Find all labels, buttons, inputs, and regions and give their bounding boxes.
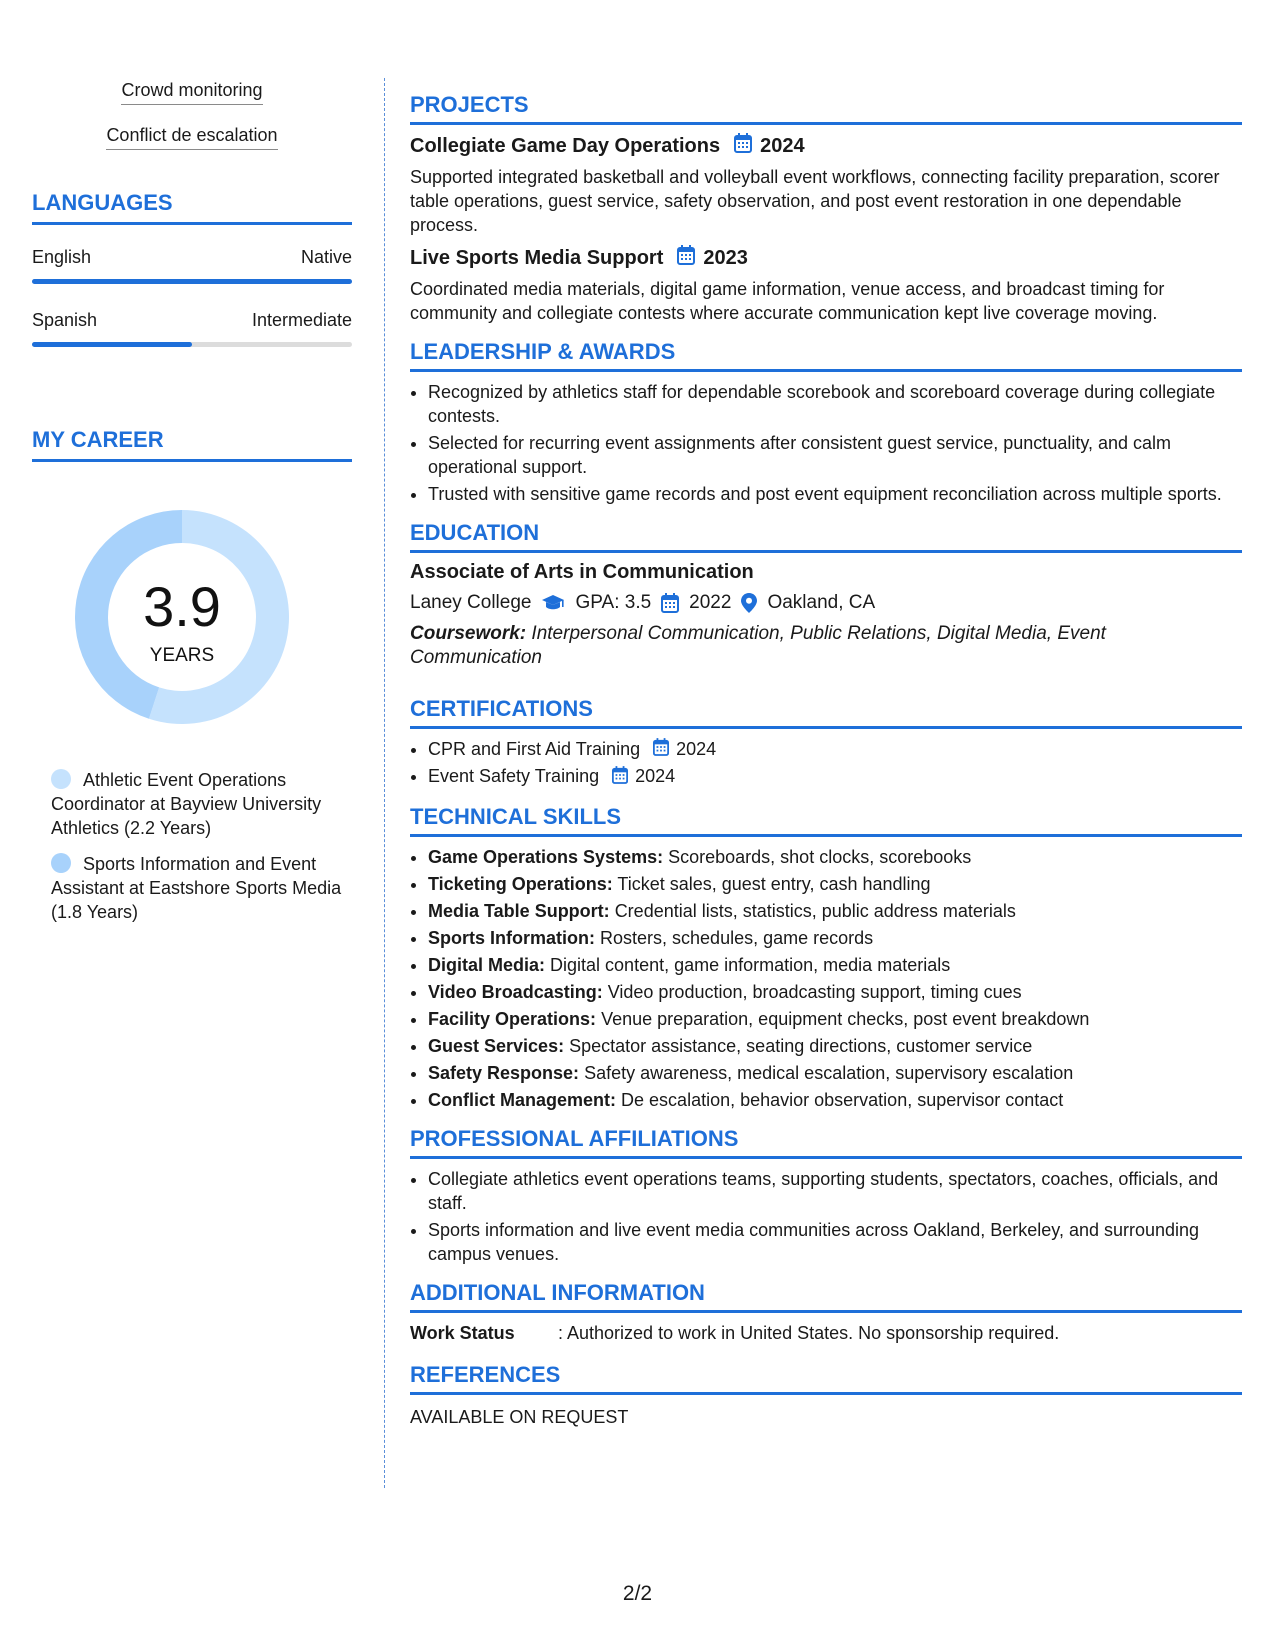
career-total: 3.9: [143, 575, 221, 638]
proficiency-bar: [32, 279, 352, 284]
coursework-list: Interpersonal Communication, Public Relations, Digital Media, Event Communication: [410, 623, 1106, 668]
education-heading: EDUCATION: [410, 520, 1242, 553]
skill-value: Scoreboards, shot clocks, scorebooks: [668, 846, 972, 867]
certification-year: 2024: [635, 766, 676, 787]
project-item: [410, 245, 1242, 325]
leadership-heading: LEADERSHIP & AWARDS: [410, 339, 1242, 372]
list-item: • Trusted with sensitive game records and post event equipment reconciliation across multiple sports.: [428, 482, 1242, 506]
list-item: [428, 737, 1242, 762]
legend-dot: [51, 853, 71, 873]
location-pin-icon: [741, 593, 757, 613]
proficiency-fill: [32, 342, 192, 347]
skill-value: Credential lists, statistics, public address materials: [614, 900, 1016, 921]
skill-value: Spectator assistance, seating directions, customer service: [569, 1035, 1033, 1056]
calendar-icon: [661, 593, 679, 613]
coursework: [410, 622, 1242, 670]
calendar-icon: [734, 133, 752, 159]
references-heading: REFERENCES: [410, 1362, 1242, 1395]
work-status-label: Work Status: [410, 1322, 515, 1343]
proficiency-fill: [32, 279, 352, 284]
skill-label: Video Broadcasting:: [428, 981, 603, 1002]
technical-skills-list: [410, 845, 1242, 1112]
degree: Associate of Arts in Communication: [410, 561, 754, 583]
career-legend: [32, 768, 352, 924]
coursework-label: Coursework:: [410, 623, 527, 644]
language-level: Intermediate: [251, 310, 352, 330]
skill-tag: Conflict de escalation: [32, 125, 352, 150]
language-name: Spanish: [32, 310, 98, 330]
list-item: [428, 980, 1242, 1004]
main-content: [410, 92, 1242, 1429]
gpa: GPA: 3.5: [575, 592, 652, 613]
skill-value: Digital content, game information, media materials: [550, 954, 951, 975]
list-item: • Recognized by athletics staff for dependable scorebook and scoreboard coverage during collegiate contests.: [428, 380, 1242, 428]
leadership-list: [410, 380, 1242, 506]
calendar-icon: [677, 245, 695, 271]
affiliations-heading: PROFESSIONAL AFFILIATIONS: [410, 1126, 1242, 1159]
column-divider: [384, 78, 385, 1488]
skill-label: Facility Operations:: [428, 1008, 597, 1029]
project-year: 2023: [703, 246, 748, 269]
skill-label: Sports Information:: [428, 927, 595, 948]
list-item: • Selected for recurring event assignments after consistent guest service, punctuality, and calm operational support.: [428, 431, 1242, 479]
language-item: [32, 310, 352, 347]
legend-label: Sports Information and Event Assistant at Eastshore Sports Media (1.8 Years): [51, 854, 342, 922]
skill-value: Ticket sales, guest entry, cash handling: [617, 873, 931, 894]
list-item: • Collegiate athletics event operations teams, supporting students, spectators, coaches, officials, and staff.: [428, 1167, 1242, 1215]
certification-year: 2024: [676, 739, 717, 759]
skill-value: Safety awareness, medical escalation, supervisory escalation: [584, 1062, 1074, 1083]
certifications-list: [410, 737, 1242, 790]
calendar-icon: [612, 766, 628, 790]
list-item: [428, 1007, 1242, 1031]
projects-heading: PROJECTS: [410, 92, 1242, 125]
list-item: [428, 1061, 1242, 1085]
work-status-value: : Authorized to work in United States. No sponsorship required.: [558, 1322, 1060, 1343]
legend-item: [51, 852, 352, 924]
language-item: [32, 247, 352, 284]
graduation-year: 2022: [689, 592, 732, 613]
school-name: Laney College: [410, 592, 532, 613]
affiliations-list: [410, 1167, 1242, 1266]
skill-label: Ticketing Operations:: [428, 873, 613, 894]
list-item: [428, 953, 1242, 977]
list-item: [428, 1034, 1242, 1058]
list-item: [428, 845, 1242, 869]
skill-label: Game Operations Systems:: [428, 846, 664, 867]
legend-dot: [51, 769, 71, 789]
technical-skills-heading: TECHNICAL SKILLS: [410, 804, 1242, 837]
project-year: 2024: [760, 134, 805, 157]
career-heading: MY CAREER: [32, 427, 352, 462]
skill-label: Digital Media:: [428, 954, 546, 975]
skill-value: De escalation, behavior observation, supervisor contact: [621, 1089, 1064, 1110]
skill-value: Rosters, schedules, game records: [600, 927, 874, 948]
education-details: [410, 592, 1242, 614]
project-title: Collegiate Game Day Operations: [410, 134, 721, 157]
project-title: Live Sports Media Support: [410, 246, 664, 269]
location: Oakland, CA: [767, 592, 876, 613]
references-text: AVAILABLE ON REQUEST: [410, 1406, 629, 1427]
work-status-row: [410, 1323, 1242, 1344]
skill-label: Media Table Support:: [428, 900, 610, 921]
career-unit: YEARS: [149, 645, 215, 666]
skill-value: Video production, broadcasting support, timing cues: [607, 981, 1022, 1002]
project-description: Coordinated media materials, digital game information, venue access, and broadcast timing for community and collegiate contests where accurate communication kept live coverage moving.: [410, 279, 1165, 323]
certification-name: Event Safety Training: [428, 766, 600, 787]
legend-item: [51, 768, 352, 840]
certification-name: CPR and First Aid Training: [428, 739, 641, 759]
page-number: 2/2: [622, 1582, 653, 1605]
additional-info-heading: ADDITIONAL INFORMATION: [410, 1280, 1242, 1313]
list-item: [428, 872, 1242, 896]
project-description: Supported integrated basketball and volleyball event workflows, connecting facility preparation, scorer table operations, guest service, safety observation, and post event restoration in one dependable process.: [410, 167, 1220, 235]
career-donut-chart: [67, 502, 297, 732]
language-level: Native: [300, 247, 352, 267]
skill-label: Conflict Management:: [428, 1089, 617, 1110]
list-item: [428, 764, 1242, 789]
list-item: [428, 1088, 1242, 1112]
list-item: • Sports information and live event media communities across Oakland, Berkeley, and surrounding campus venues.: [428, 1218, 1242, 1266]
skill-label: Guest Services:: [428, 1035, 565, 1056]
legend-label: Athletic Event Operations Coordinator at Bayview University Athletics (2.2 Years): [51, 770, 322, 838]
list-item: [428, 926, 1242, 950]
skill-label: Safety Response:: [428, 1062, 580, 1083]
certifications-heading: CERTIFICATIONS: [410, 696, 1242, 729]
proficiency-bar: [32, 342, 352, 347]
project-item: [410, 133, 1242, 237]
skill-tag: Crowd monitoring: [32, 80, 352, 105]
calendar-icon: [653, 738, 669, 762]
skill-value: Venue preparation, equipment checks, post event breakdown: [601, 1008, 1090, 1029]
languages-heading: LANGUAGES: [32, 190, 352, 225]
list-item: [428, 899, 1242, 923]
language-name: English: [32, 247, 92, 267]
sidebar: [32, 80, 352, 936]
graduation-cap-icon: [541, 594, 565, 612]
